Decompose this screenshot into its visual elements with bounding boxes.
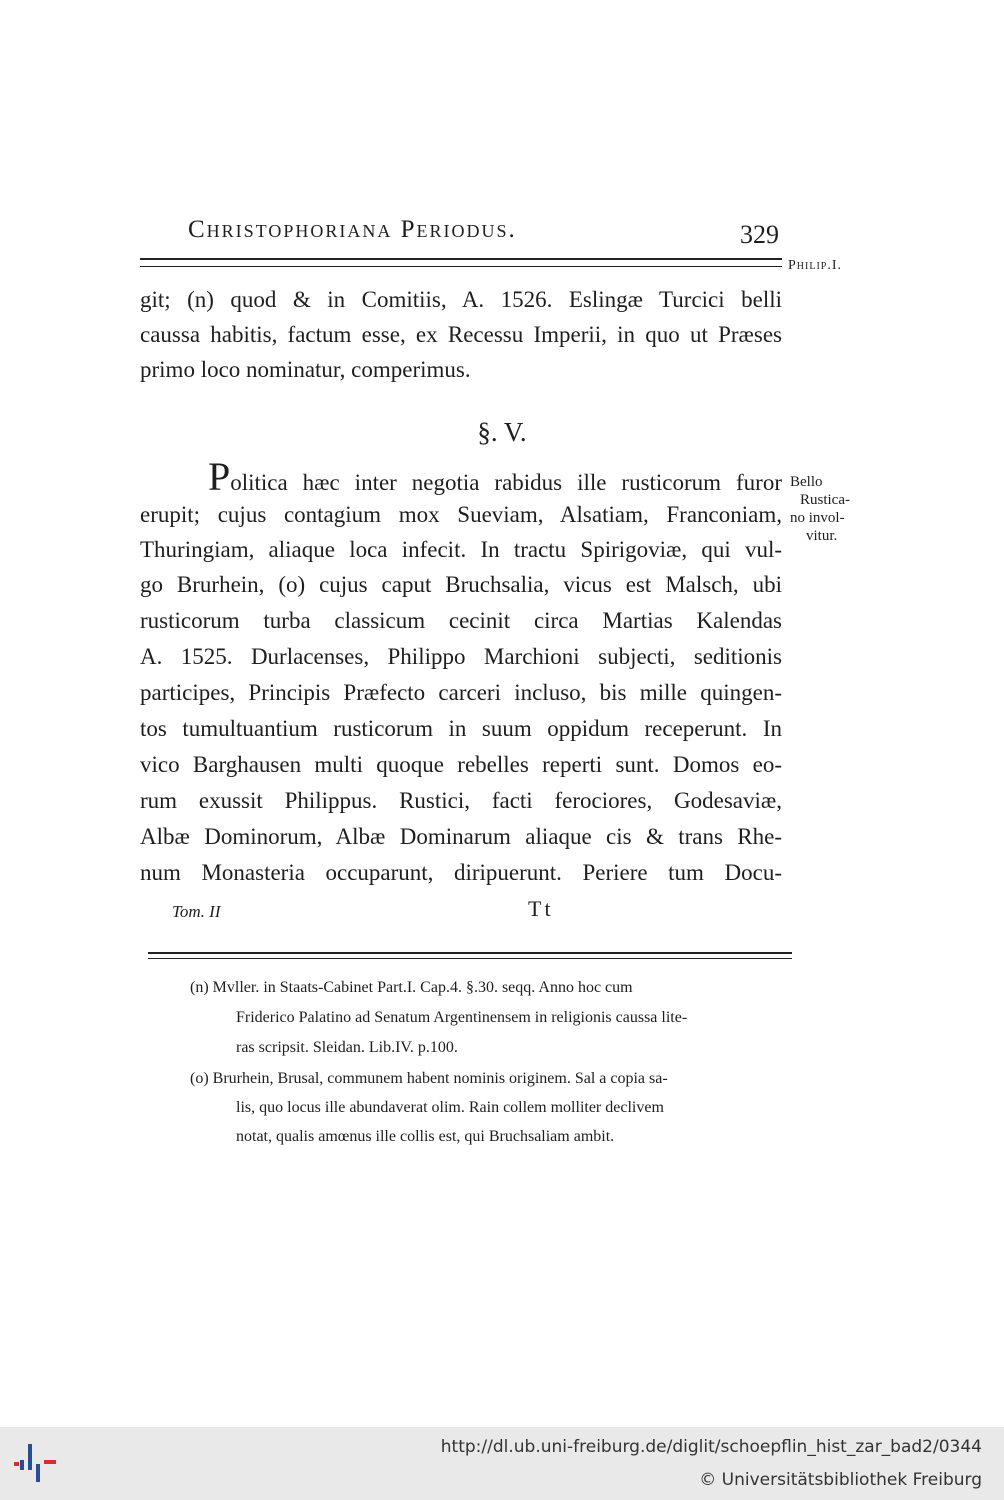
text-line: tos tumultuantium rusticorum in suum oppidum receperunt. In — [140, 716, 782, 741]
text-line: A. 1525. Durlacenses, Philippo Marchioni subjecti, seditionis — [140, 644, 782, 669]
volume-signature: Tom. II — [172, 902, 221, 921]
text-line: rum exussit Philippus. Rustici, facti ferociores, Godesaviæ, — [140, 788, 782, 813]
header-rule — [140, 258, 782, 267]
text-line: vico Barghausen multi quoque rebelles reperti sunt. Domos eo- — [140, 752, 782, 777]
text-line: Albæ Dominorum, Albæ Dominarum aliaque cis & trans Rhe- — [140, 824, 782, 849]
drop-cap: P — [208, 454, 231, 499]
copyright-notice: © Universitätsbibliothek Freiburg — [699, 1470, 982, 1490]
gathering-signature: Tt — [528, 896, 554, 921]
text-line: primo loco nominatur, comperimus. — [140, 357, 471, 382]
footnote-rule — [148, 952, 792, 959]
text-line: num Monasteria occuparunt, diripuerunt. Periere tum Docu- — [140, 860, 782, 885]
document-url-link[interactable]: http://dl.ub.uni-freiburg.de/diglit/schoepflin_hist_zar_bad2/0344 — [440, 1437, 982, 1457]
footnote-n-line: Friderico Palatino ad Senatum Argentinensem in religionis caussa lite- — [236, 1009, 688, 1026]
text-line: git; (n) quod & in Comitiis, A. 1526. Eslingæ Turcici belli — [140, 287, 782, 312]
margin-note-line: vitur. — [806, 528, 838, 544]
text-line: participes, Principis Præfecto carceri incluso, bis mille quingen- — [140, 680, 782, 705]
section-heading: §. V. — [477, 417, 527, 447]
text-line: caussa habitis, factum esse, ex Recessu Imperii, in quo ut Præses — [140, 322, 782, 347]
footnote-n-line: (n) Mvller. in Staats-Cabinet Part.I. Cap.4. §.30. seqq. Anno hoc cum — [190, 979, 633, 996]
footnote-o-line: (o) Brurhein, Brusal, communem habent nominis originem. Sal a copia sa- — [190, 1070, 668, 1087]
running-header-title: Christophoriana Periodus. — [188, 216, 517, 243]
margin-note-line: Bello — [790, 474, 823, 490]
margin-note-line: Rustica- — [800, 492, 850, 508]
margin-ruler-label: Philip.I. — [788, 258, 842, 273]
first-line-text: olitica hæc inter negotia rabidus ille rusticorum furor — [230, 470, 782, 495]
footnote-o-line: notat, qualis amœnus ille collis est, qui Bruchsaliam ambit. — [236, 1128, 615, 1145]
ub-freiburg-logo-icon — [14, 1440, 64, 1484]
text-line: Thuringiam, aliaque loca infecit. In tractu Spirigoviæ, qui vul- — [140, 537, 782, 562]
text-line: go Brurhein, (o) cujus caput Bruchsalia, vicus est Malsch, ubi — [140, 572, 782, 597]
footnote-n-line: ras scripsit. Sleidan. Lib.IV. p.100. — [236, 1039, 458, 1056]
page-number: 329 — [740, 220, 779, 249]
text-line: rusticorum turba classicum cecinit circa Martias Kalendas — [140, 608, 782, 633]
text-line: erupit; cujus contagium mox Sueviam, Alsatiam, Franconiam, — [140, 502, 782, 527]
section-first-line — [208, 454, 782, 499]
footnote-o-line: lis, quo locus ille abundaverat olim. Rain collem molliter declivem — [236, 1099, 664, 1116]
margin-note-line: no invol- — [790, 510, 845, 526]
